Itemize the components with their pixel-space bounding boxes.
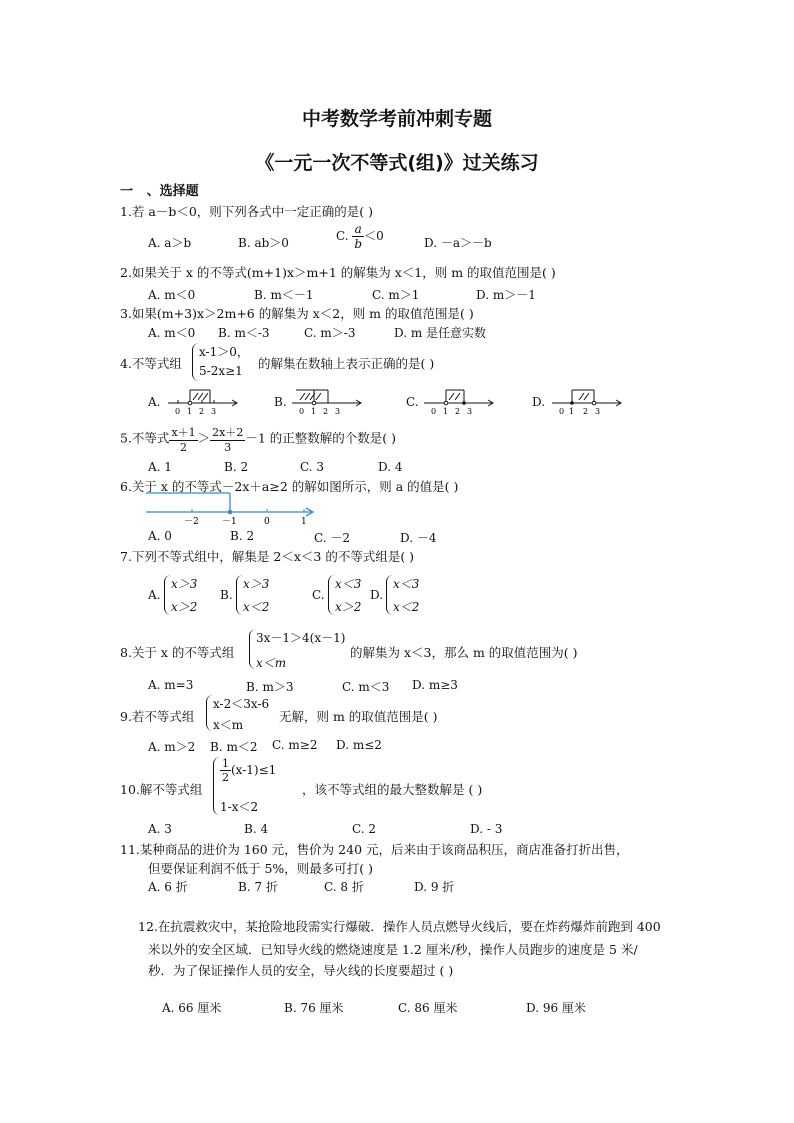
- q3-option-b: B. m＜-3: [218, 326, 270, 340]
- q6-option-a: A. 0: [148, 529, 172, 543]
- q11-option-a: A. 6 折: [148, 880, 188, 894]
- q6-option-c: C. －2: [314, 531, 351, 545]
- q8-option-a: A. m=3: [148, 678, 194, 692]
- q12-line2: 米以外的安全区域．已知导火线的燃烧速度是 1.2 厘米/秒，操作人员跑步的速度是 5 米/: [148, 942, 638, 957]
- q5-option-a: A. 1: [148, 460, 172, 474]
- svg-text:－1: －1: [222, 517, 237, 527]
- q9-prefix: 9.若不等式组: [120, 709, 195, 724]
- q12-option-a: A. 66 厘米: [162, 1001, 222, 1015]
- q3-option-d: D. m 是任意实数: [394, 326, 487, 340]
- q12-option-b: B. 76 厘米: [284, 1001, 344, 1015]
- q2-text: 2.如果关于 x 的不等式(m+1)x＞m+1 的解集为 x＜1，则 m 的取值范围是( ): [120, 265, 556, 280]
- q10-option-a: A. 3: [148, 822, 172, 836]
- page-subtitle: 《一元一次不等式(组)》过关练习: [255, 152, 539, 174]
- q5-text: 5.不等式 $\frac{x+1}{2}$ ＞ $\frac{2x+2}{3}$ －1 的正整数解的个数是( ): [120, 426, 397, 454]
- q6-option-d: D. －4: [400, 531, 437, 545]
- q10-line2: 1-x＜2: [220, 800, 259, 814]
- q5-option-b: B. 2: [224, 460, 249, 474]
- q7-brace-d: [386, 575, 393, 615]
- q2-option-b: B. m＜－1: [254, 288, 314, 302]
- q7-option-c: C.: [312, 588, 325, 602]
- q10-option-b: B. 4: [244, 822, 269, 836]
- q8-suffix: 的解集为 x＜3，那么 m 的取值范围为( ): [350, 645, 578, 660]
- q12-option-c: C. 86 厘米: [398, 1001, 458, 1015]
- q1-option-b: B. ab＞0: [238, 236, 289, 250]
- q5-option-d: D. 4: [378, 460, 403, 474]
- q7-d-line1: x＜3: [393, 577, 420, 591]
- q11-line1: 11.某种商品的进价为 160 元，售价为 240 元，后来由于该商品积压，商店准备打折出售，: [120, 842, 629, 857]
- q7-text: 7.下列不等式组中，解集是 2＜x＜3 的不等式组是( ): [120, 549, 415, 564]
- q11-option-c: C. 8 折: [324, 880, 364, 894]
- svg-text:0: 0: [431, 407, 437, 416]
- svg-text:0: 0: [264, 517, 270, 527]
- q12-line1: 12.在抗震救灾中，某抢险地段需实行爆破．操作人员点燃导火线后，要在炸药爆炸前跑到 400: [138, 919, 661, 934]
- q2-option-a: A. m＜0: [148, 288, 196, 302]
- q11-option-b: B. 7 折: [238, 880, 278, 894]
- svg-text:3: 3: [467, 407, 473, 416]
- q9-line1: x-2＜3x-6: [213, 697, 270, 711]
- q7-brace-a: [164, 575, 171, 615]
- q7-option-a: A.: [148, 588, 161, 602]
- q7-b-line1: x＞3: [243, 577, 270, 591]
- svg-text:0: 0: [175, 407, 181, 416]
- q10-prefix: 10.解不等式组: [120, 782, 203, 797]
- q4-option-a: A.: [148, 395, 161, 409]
- q9-option-c: C. m≥2: [272, 738, 318, 752]
- q6-text: 6.关于 x 的不等式－2x＋a≥2 的解如图所示，则 a 的值是( ): [120, 479, 459, 494]
- q4-prefix: 4.不等式组: [120, 356, 182, 371]
- q11-line2: 但要保证利润不低于 5%，则最多可打( ): [148, 861, 374, 876]
- q7-option-b: B.: [220, 588, 233, 602]
- svg-text:1: 1: [443, 407, 449, 416]
- q8-line1: 3x－1＞4(x－1): [256, 631, 346, 645]
- q7-brace-c: [328, 575, 335, 615]
- q9-line2: x＜m: [213, 718, 244, 732]
- svg-text:3: 3: [335, 407, 341, 416]
- q4-option-d: D.: [532, 395, 546, 409]
- page-title: 中考数学考前冲刺专题: [301, 108, 492, 130]
- q4-brace: [192, 343, 199, 381]
- q8-option-b: B. m＞3: [246, 680, 294, 694]
- q7-c-line1: x＜3: [335, 577, 362, 591]
- q4-option-c: C.: [406, 395, 419, 409]
- q7-a-line2: x＞2: [171, 600, 198, 614]
- svg-text:1: 1: [311, 407, 317, 416]
- q1-option-d: D. －a＞－b: [424, 236, 492, 250]
- q8-prefix: 8.关于 x 的不等式组: [120, 645, 235, 660]
- q3-text: 3.如果(m+3)x＞2m+6 的解集为 x＜2，则 m 的取值范围是( ): [120, 306, 474, 321]
- q4-option-b: B.: [274, 395, 287, 409]
- q5-option-c: C. 3: [300, 460, 325, 474]
- q4-suffix: 的解集在数轴上表示正确的是( ): [258, 356, 435, 371]
- svg-text:1: 1: [187, 407, 193, 416]
- q7-b-line2: x＜2: [243, 600, 270, 614]
- q1-text: 1.若 a－b＜0，则下列各式中一定正确的是( ): [120, 204, 374, 219]
- svg-text:2: 2: [199, 407, 205, 416]
- q4-line1: x-1＞0，: [199, 345, 249, 359]
- svg-text:－2: －2: [184, 517, 199, 527]
- q6-numberline: [146, 493, 346, 527]
- q9-option-d: D. m≤2: [336, 738, 382, 752]
- q9-option-a: A. m＞2: [148, 740, 196, 754]
- section-heading: [120, 180, 199, 199]
- q3-option-c: C. m＞-3: [304, 326, 356, 340]
- q10-option-c: C. 2: [352, 822, 377, 836]
- q10-brace: [213, 757, 220, 815]
- q7-a-line1: x＞3: [171, 577, 198, 591]
- q4-numberline-c: [424, 386, 494, 416]
- svg-text:1: 1: [301, 517, 307, 527]
- q7-c-line2: x＞2: [335, 600, 362, 614]
- svg-text:0: 0: [559, 407, 565, 416]
- q7-option-d: D.: [370, 588, 384, 602]
- q1-option-a: A. a＞b: [148, 236, 192, 250]
- q4-line2: 5-2x≥1: [199, 364, 243, 378]
- q2-option-d: D. m＞－1: [476, 288, 536, 302]
- q8-brace: [249, 629, 256, 669]
- q10-option-d: D. - 3: [470, 822, 503, 836]
- svg-text:2: 2: [455, 407, 461, 416]
- svg-text:2: 2: [583, 407, 589, 416]
- q1-option-c: C. $\frac{a}{b}$ ＜0: [336, 222, 384, 251]
- q4-numberline-b: [292, 386, 362, 416]
- section-label: 、选择题: [146, 184, 199, 199]
- svg-text:1: 1: [569, 407, 575, 416]
- svg-text:3: 3: [211, 407, 217, 416]
- q9-option-b: B. m＜2: [210, 740, 258, 754]
- q7-brace-b: [236, 575, 243, 615]
- q4-numberline-a: [168, 386, 238, 416]
- q11-option-d: D. 9 折: [414, 880, 455, 894]
- q12-line3: 秒．为了保证操作人员的安全，导火线的长度要超过 ( ): [148, 963, 454, 978]
- q8-line2: x＜m: [256, 656, 287, 670]
- q10-suffix: ，该不等式组的最大整数解是 ( ): [302, 782, 483, 797]
- q12-option-d: D. 96 厘米: [526, 1001, 586, 1015]
- q2-option-c: C. m＞1: [372, 288, 420, 302]
- q4-numberline-d: [552, 386, 622, 416]
- q10-line1: $\frac{1}{2}$ (x-1)≤1: [222, 757, 277, 784]
- q3-option-a: A. m＜0: [148, 326, 196, 340]
- svg-text:0: 0: [299, 407, 305, 416]
- q8-option-c: C. m＜3: [342, 680, 390, 694]
- q9-brace: [206, 695, 213, 731]
- svg-text:3: 3: [595, 407, 601, 416]
- q7-d-line2: x＜2: [393, 600, 420, 614]
- svg-text:2: 2: [323, 407, 329, 416]
- q6-option-b: B. 2: [230, 529, 255, 543]
- q8-option-d: D. m≥3: [412, 678, 458, 692]
- section-number: 一: [120, 184, 134, 199]
- q9-suffix: 无解，则 m 的取值范围是( ): [279, 709, 438, 724]
